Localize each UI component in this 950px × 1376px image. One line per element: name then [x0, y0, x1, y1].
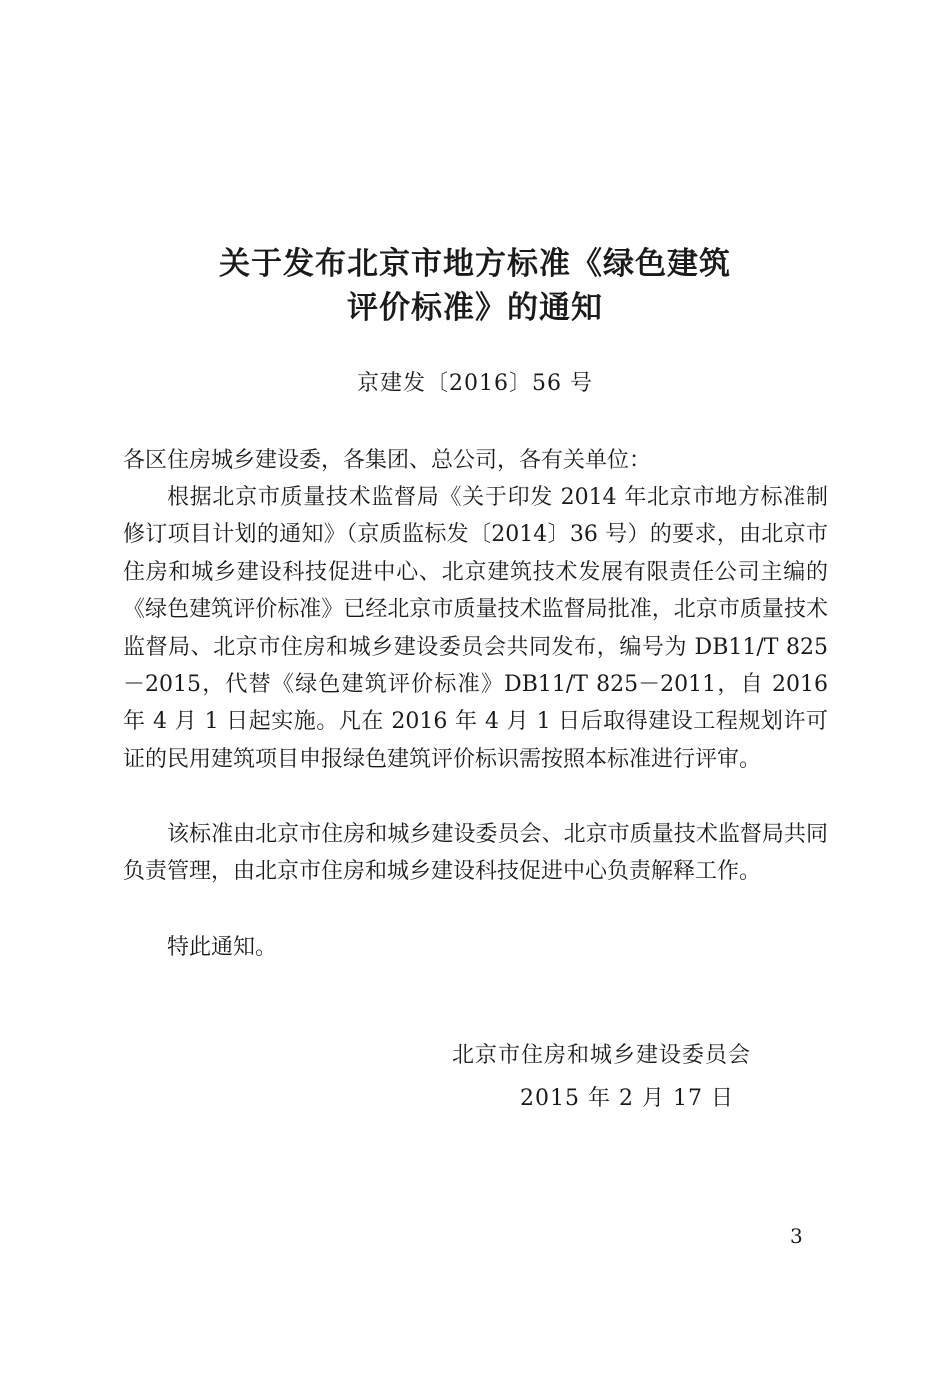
page-number: 3: [790, 1224, 803, 1248]
issue-date: 2015 年 2 月 17 日: [520, 1086, 734, 1111]
document-title-line-1: 关于发布北京市地方标准《绿色建筑: [219, 246, 731, 282]
issuing-authority: 北京市住房和城乡建设委员会: [452, 1043, 752, 1068]
body-paragraph-3: 特此通知。: [167, 935, 278, 960]
body-paragraph-2: 该标准由北京市住房和城乡建设委员会、北京市质量技术监督局共同负责管理，由北京市住房和城乡建设科技促进中心负责解释工作。: [123, 822, 828, 885]
body-paragraph-1: 根据北京市质量技术监督局《关于印发 2014 年北京市地方标准制修订项目计划的通知》（京质监标发〔2014〕36 号）的要求，由北京市住房和城乡建设科技促进中心、北京建筑技术发展有限责任公司主编的《绿色建筑评价标准》已经北京市质量技术监督局批准，北京市质量技术监督局、北京市住房和城乡建设委员会共同发布，编号为 DB11/T 825－2015，代替《绿色建筑评价标准》DB11/T 825－2011，自 2016 年 4 月 1 日起实施。凡在 2016 年 4 月 1 日后取得建设工程规划许可证的民用建筑项目申报绿色建筑评价标识需按照本标准进行评审。: [123, 485, 828, 772]
document-number: 京建发〔2016〕56 号: [357, 371, 593, 396]
salutation: 各区住房城乡建设委，各集团、总公司，各有关单位：: [123, 448, 652, 473]
document-title-line-2: 评价标准》的通知: [347, 290, 603, 326]
